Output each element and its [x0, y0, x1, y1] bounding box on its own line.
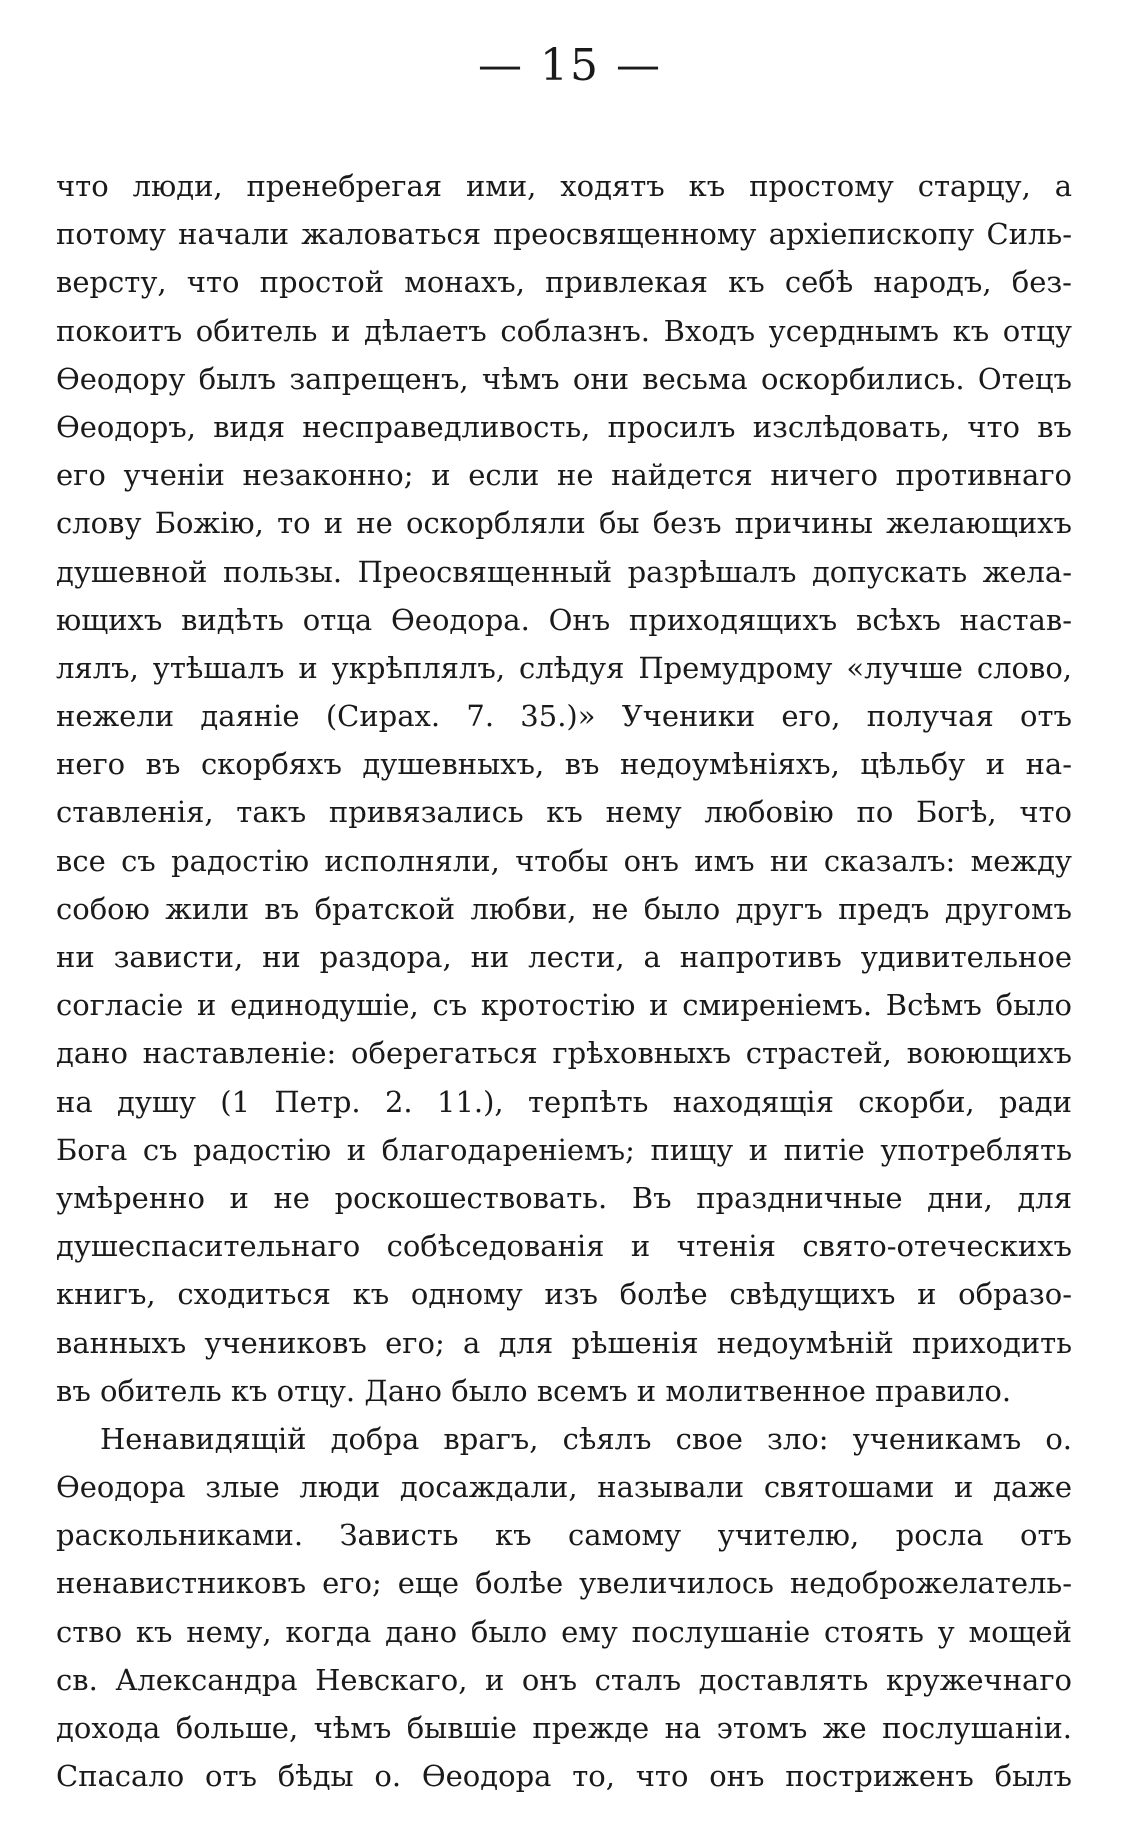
text-line: ставленія, такъ привязались къ нему любовію по Богѣ, что [56, 795, 1072, 830]
text-line: его ученіи незаконно; и если не найдется ничего противнаго [56, 458, 1072, 493]
text-line: книгъ, сходиться къ одному изъ болѣе свѣдущихъ и образо- [56, 1277, 1072, 1312]
text-line: покоитъ обитель и дѣлаетъ соблазнъ. Входъ усерднымъ къ отцу [56, 313, 1072, 348]
text-line: ство къ нему, когда дано было ему послушаніе стоять у мощей [56, 1614, 1072, 1649]
text-line: раскольниками. Зависть къ самому учителю, росла отъ [56, 1518, 1072, 1553]
text-line: слову Божію, то и не оскорбляли бы безъ причины желающихъ [56, 506, 1072, 541]
text-line: согласіе и единодушіе, съ кротостію и смиреніемъ. Всѣмъ было [56, 988, 1072, 1023]
text-line: Спасало отъ бѣды о. Ѳеодора то, что онъ постриженъ былъ [56, 1759, 1072, 1794]
text-line: ненавистниковъ его; еще болѣе увеличилось недоброжелатель- [56, 1566, 1072, 1601]
text-line: него въ скорбяхъ душевныхъ, въ недоумѣніяхъ, цѣльбу и на- [56, 747, 1072, 782]
text-line: Ѳеодора злые люди досаждали, называли святошами и даже [56, 1470, 1072, 1505]
text-line: душеспасительнаго собѣседованія и чтенія свято-отеческихъ [56, 1229, 1072, 1264]
text-line: дохода больше, чѣмъ бывшіе прежде на этомъ же послушаніи. [56, 1711, 1072, 1745]
text-line: въ обитель къ отцу. Дано было всемъ и молитвенное правило. [56, 1373, 1012, 1408]
text-line: нежели даяніе (Сирах. 7. 35.)» Ученики его, получая отъ [56, 699, 1072, 734]
text-line: ющихъ видѣть отца Ѳеодора. Онъ приходящихъ всѣхъ настав- [56, 602, 1072, 637]
text-line: умѣренно и не роскошествовать. Въ праздничные дни, для [56, 1180, 1072, 1215]
text-line: св. Александра Невскаго, и онъ сталъ доставлять кружечнаго [56, 1662, 1072, 1697]
page-number: — 15 — [478, 40, 662, 91]
text-line: лялъ, утѣшалъ и укрѣплялъ, слѣдуя Премудрому «лучше слово, [56, 650, 1072, 685]
text-line: Ѳеодору былъ запрещенъ, чѣмъ они весьма оскорбились. Отецъ [56, 361, 1072, 396]
paragraph-1 [56, 162, 1072, 1415]
paragraph-2 [56, 1415, 1072, 1801]
text-line: ванныхъ учениковъ его; а для рѣшенія недоумѣній приходить [56, 1325, 1072, 1360]
body-text [56, 162, 1072, 1800]
text-line: Бога съ радостію и благодареніемъ; пищу и питіе употреблять [56, 1132, 1072, 1167]
text-line: все съ радостію исполняли, чтобы онъ имъ ни сказалъ: между [56, 843, 1072, 878]
text-line: Ненавидящій добра врагъ, сѣялъ свое зло: ученикамъ о. [100, 1421, 1072, 1456]
text-line: потому начали жаловаться преосвященному архіепископу Силь- [56, 217, 1072, 252]
text-line: дано наставленіе: оберегаться грѣховныхъ страстей, воюющихъ [56, 1036, 1072, 1071]
text-line: что люди, пренебрегая ими, ходятъ къ простому старцу, а [56, 169, 1072, 203]
text-line: душевной пользы. Преосвященный разрѣшалъ допускать жела- [56, 554, 1072, 589]
text-line: версту, что простой монахъ, привлекая къ себѣ народъ, без- [56, 265, 1072, 300]
text-line: на душу (1 Петр. 2. 11.), терпѣть находящія скорби, ради [56, 1084, 1072, 1119]
text-line: Ѳеодоръ, видя несправедливость, просилъ изслѣдовать, что въ [56, 409, 1072, 444]
text-line: ни зависти, ни раздора, ни лести, а напротивъ удивительное [56, 940, 1072, 974]
text-line: собою жили въ братской любви, не было другъ предъ другомъ [56, 891, 1072, 926]
